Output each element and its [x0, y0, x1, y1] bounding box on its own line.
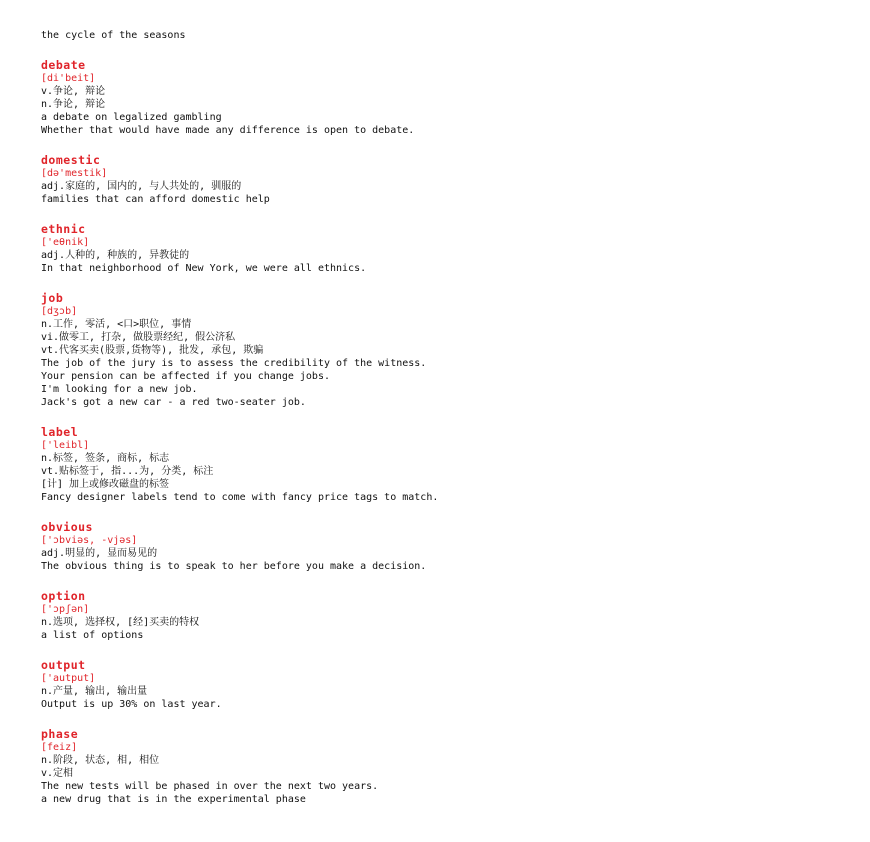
definition: adj.人种的, 种族的, 异教徒的 — [41, 250, 190, 261]
definition: adj.家庭的, 国内的, 与人共处的, 驯服的 — [41, 181, 242, 192]
definition: n.选项, 选择权, [经]买卖的特权 — [41, 617, 200, 628]
definition: vt.代客买卖(股票,货物等), 批发, 承包, 欺骗 — [41, 345, 264, 356]
headword: obvious — [41, 520, 93, 534]
phonetic: [dʒɔb] — [41, 306, 78, 317]
headword: option — [41, 589, 86, 603]
example-sentence: Output is up 30% on last year. — [41, 699, 222, 710]
definition: adj.明显的, 显而易见的 — [41, 548, 158, 559]
example-sentence: The obvious thing is to speak to her before you make a decision. — [41, 561, 427, 572]
headword: output — [41, 658, 86, 672]
example-sentence: The job of the jury is to assess the credibility of the witness. — [41, 358, 427, 369]
phonetic: ['leibl] — [41, 440, 90, 451]
definition: vi.做零工, 打杂, 做股票经纪, 假公济私 — [41, 332, 236, 343]
headword: domestic — [41, 153, 101, 167]
example-sentence: In that neighborhood of New York, we were all ethnics. — [41, 263, 367, 274]
example-sentence: a debate on legalized gambling — [41, 112, 222, 123]
headword: debate — [41, 58, 86, 72]
definition: v.定相 — [41, 768, 74, 779]
headword: phase — [41, 727, 79, 741]
entry-list — [41, 58, 841, 806]
phonetic: [di'beit] — [41, 73, 96, 84]
example-sentence: a new drug that is in the experimental phase — [41, 794, 306, 805]
example-sentence: Jack's got a new car - a red two-seater job. — [41, 397, 306, 408]
example-sentence: Whether that would have made any difference is open to debate. — [41, 125, 415, 136]
definition: vt.贴标签于, 指...为, 分类, 标注 — [41, 466, 214, 477]
example-sentence: families that can afford domestic help — [41, 194, 270, 205]
phonetic: ['ɔpʃən] — [41, 604, 90, 615]
vocab-entry — [41, 589, 841, 642]
definition: n.工作, 零活, <口>职位, 事情 — [41, 319, 192, 330]
headword: job — [41, 291, 64, 305]
definition: n.产量, 输出, 输出量 — [41, 686, 148, 697]
example-sentence: I'm looking for a new job. — [41, 384, 198, 395]
vocab-entry — [41, 153, 841, 206]
example-sentence: Fancy designer labels tend to come with fancy price tags to match. — [41, 492, 439, 503]
example-sentence: Your pension can be affected if you change jobs. — [41, 371, 330, 382]
phonetic: [də'mestik] — [41, 168, 108, 179]
vocab-entry — [41, 520, 841, 573]
vocabulary-document — [41, 29, 841, 806]
definition: v.争论, 辩论 — [41, 86, 106, 97]
vocab-entry — [41, 658, 841, 711]
phonetic: ['eθnik] — [41, 237, 90, 248]
phonetic: ['ɔbviəs, -vjəs] — [41, 535, 138, 546]
vocab-entry — [41, 291, 841, 409]
phonetic: [feiz] — [41, 742, 78, 753]
definition: n.标签, 签条, 商标, 标志 — [41, 453, 170, 464]
vocab-entry — [41, 425, 841, 504]
intro-example-line: the cycle of the seasons — [41, 30, 186, 41]
headword: label — [41, 425, 79, 439]
phonetic: ['autput] — [41, 673, 96, 684]
definition: [计] 加上或修改磁盘的标签 — [41, 479, 170, 490]
vocab-entry — [41, 58, 841, 137]
definition: n.争论, 辩论 — [41, 99, 106, 110]
headword: ethnic — [41, 222, 86, 236]
example-sentence: a list of options — [41, 630, 144, 641]
definition: n.阶段, 状态, 相, 相位 — [41, 755, 160, 766]
example-sentence: The new tests will be phased in over the next two years. — [41, 781, 379, 792]
vocab-entry — [41, 222, 841, 275]
vocab-entry — [41, 727, 841, 806]
